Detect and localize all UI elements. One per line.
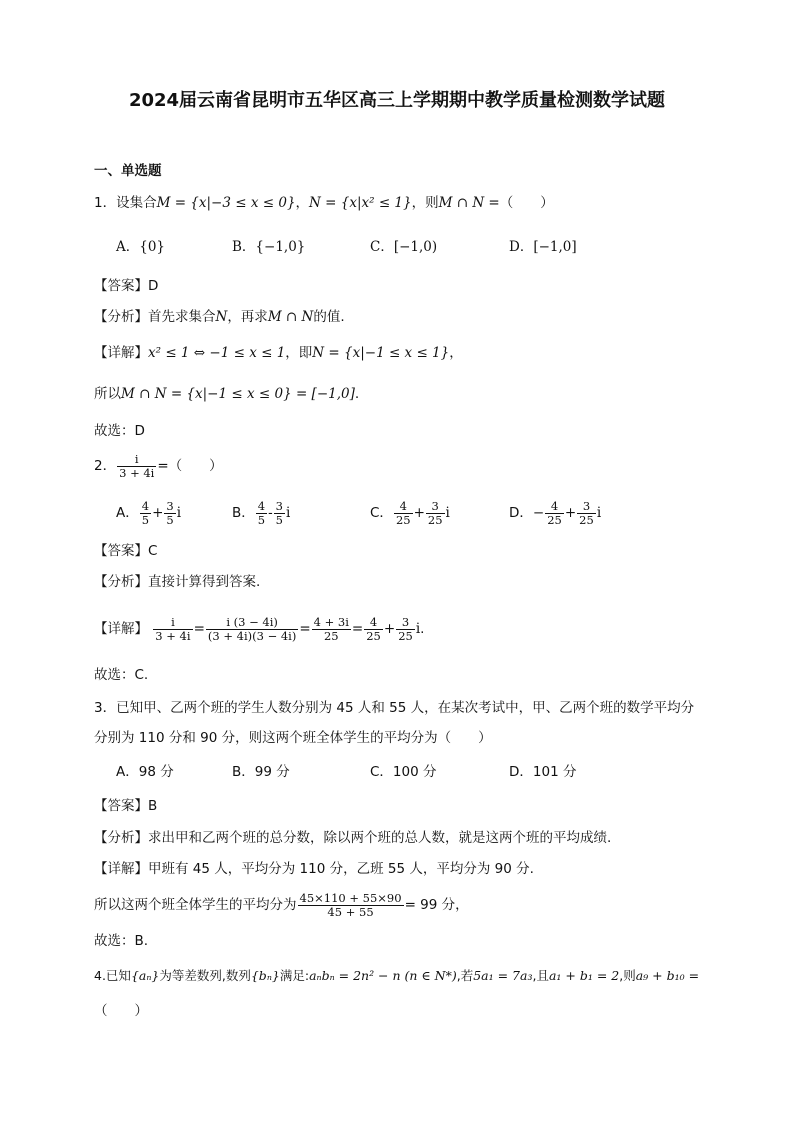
q1-option-c: C．[−1,0) [370, 239, 438, 255]
question-1-stem: 1．设集合M = {x|−3 ≤ x ≤ 0}，N = {x|x² ≤ 1}，则M ∩ N =（ ） [94, 195, 554, 211]
q1-answer: 【答案】D [94, 278, 159, 294]
q2-choice: 故选：C. [94, 667, 149, 683]
q3-option-b: B．99 分 [232, 764, 290, 780]
question-3-stem-line-1: 3．已知甲、乙两个班的学生人数分别为 45 人和 55 人，在某次考试中，甲、乙两个班的数学平均分 [94, 700, 695, 716]
q3-detail: 【详解】甲班有 45 人，平均分为 110 分，乙班 55 人，平均分为 90 分. [94, 861, 534, 877]
q1-option-b: B．{−1,0} [232, 239, 306, 255]
q3-option-a: A．98 分 [116, 764, 174, 780]
q2-option-a: A． $\frac{4}{5}$ + $\frac{3}{5}$ i [116, 498, 182, 527]
q3-choice: 故选：B. [94, 933, 149, 949]
q3-option-d: D．101 分 [509, 764, 577, 780]
q3-answer: 【答案】B [94, 798, 158, 814]
q2-option-d: D．− $\frac{4}{25}$ + $\frac{3}{25}$ i [509, 498, 602, 527]
question-2-stem: 2． $\frac{i}{3 + 4i}$ =（ ） [94, 451, 223, 480]
q3-option-c: C．100 分 [370, 764, 437, 780]
q1-option-a: A．{0} [116, 239, 166, 255]
q1-choice: 故选：D [94, 423, 145, 439]
q1-analysis: 【分析】首先求集合N，再求M ∩ N的值. [94, 309, 345, 325]
q2-option-c: C． $\frac{4}{25}$ + $\frac{3}{25}$ i [370, 498, 450, 527]
page-title: 2024届云南省昆明市五华区高三上学期期中教学质量检测数学试题 [128, 90, 666, 111]
set-m: M = {x|−3 ≤ x ≤ 0} [156, 195, 296, 211]
question-3-stem-line-2: 分别为 110 分和 90 分，则这两个班全体学生的平均分为（ ） [94, 730, 492, 746]
q2-answer: 【答案】C [94, 543, 158, 559]
q2-option-b: B． $\frac{4}{5}$ - $\frac{3}{5}$ i [232, 498, 291, 527]
q1-option-d: D．[−1,0] [509, 239, 577, 255]
question-4-paren: （ ） [94, 1003, 148, 1019]
set-n: N = {x|x² ≤ 1} [309, 195, 412, 211]
q3-analysis: 【分析】求出甲和乙两个班的总分数，除以两个班的总人数，就是这两个班的平均成绩. [94, 830, 612, 846]
q1-conclusion: 所以M ∩ N = {x|−1 ≤ x ≤ 0} = [−1,0]. [94, 386, 360, 402]
q1-detail: 【详解】x² ≤ 1 ⇔ −1 ≤ x ≤ 1，即N = {x|−1 ≤ x ≤ 1}， [94, 345, 463, 361]
q2-detail: 【详解】 $\frac{i}{3 + 4i}$ = $\frac{i (3 - 4i)}{(3 + 4i)(3 - 4i)}$ = $\frac{4 + 3i}{25}$ = $\frac{4}{25}$ + $\frac{3}{25}$ i. [94, 614, 425, 643]
q2-analysis: 【分析】直接计算得到答案. [94, 574, 261, 590]
section-heading: 一、单选题 [94, 163, 162, 179]
q3-conclusion: 所以这两个班全体学生的平均分为 $\frac{45\times 110 + 55\times 90}{45 + 55}$ = 99 分， [94, 890, 469, 919]
question-4-stem: 4.已知{aₙ}为等差数列,数列{bₙ}满足:aₙbₙ = 2n² − n (n ∈ N*),若5a₁ = 7a₃,且a₁ + b₁ = 2,则a₉ + b₁₀ = [94, 968, 700, 983]
